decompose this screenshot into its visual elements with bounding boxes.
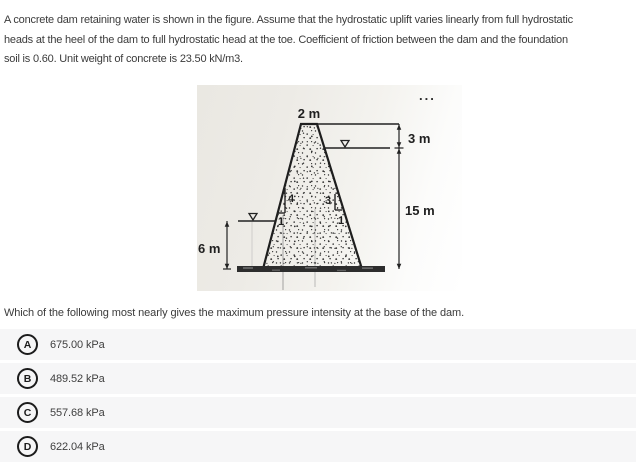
tailwater-level <box>238 214 276 222</box>
tailwater-height-label: 6 m <box>198 241 221 256</box>
option-row-a[interactable] <box>0 329 636 360</box>
problem-statement-line: A concrete dam retaining water is shown in the figure. Assume that the hydrostatic uplift varies linearly from full hydrostatic <box>4 14 573 26</box>
answer-options <box>0 329 636 465</box>
upstream-water-level <box>324 141 390 149</box>
slope-ratio-label: 1 <box>277 216 285 228</box>
water-height-label: 15 m <box>405 203 435 218</box>
crest-width-label: 2 m <box>297 106 321 121</box>
option-letter: C <box>23 406 32 419</box>
option-letter: B <box>23 372 32 385</box>
dam-cross-section <box>263 124 362 269</box>
dam-figure <box>197 85 462 291</box>
question-text: Which of the following most nearly gives the maximum pressure intensity at the base of the dam. <box>4 307 465 319</box>
water-surface-icon <box>249 214 257 221</box>
foundation-ground-bar <box>237 266 385 272</box>
option-letter-badge[interactable] <box>17 334 38 355</box>
option-row-b[interactable] <box>0 363 636 394</box>
option-row-c[interactable] <box>0 397 636 428</box>
option-value: 622.04 kPa <box>50 440 105 453</box>
option-letter-badge[interactable] <box>17 402 38 423</box>
dam-figure-svg <box>197 85 462 291</box>
option-value: 675.00 kPa <box>50 338 105 351</box>
left-dimension-line <box>223 221 231 269</box>
freeboard-label: 3 m <box>408 131 431 146</box>
option-row-d[interactable] <box>0 431 636 462</box>
problem-statement-line: soil is 0.60. Unit weight of concrete is 23.50 kN/m3. <box>4 53 243 65</box>
option-letter-badge[interactable] <box>17 436 38 457</box>
slope-ratio-label: 3 <box>324 195 332 207</box>
figure-ellipsis: ... <box>419 88 436 103</box>
option-letter: D <box>23 440 32 453</box>
option-letter-badge[interactable] <box>17 368 38 389</box>
water-surface-icon <box>341 141 349 148</box>
option-value: 489.52 kPa <box>50 372 105 385</box>
problem-statement <box>4 11 634 70</box>
right-dimension-line <box>395 124 404 269</box>
problem-statement-line: heads at the heel of the dam to full hydrostatic head at the toe. Coefficient of friction between the dam and the foundation <box>4 33 568 46</box>
option-value: 557.68 kPa <box>50 406 105 419</box>
slope-ratio-label: 1 <box>337 215 345 227</box>
slope-ratio-label: 4 <box>287 193 295 205</box>
option-letter: A <box>23 338 32 351</box>
